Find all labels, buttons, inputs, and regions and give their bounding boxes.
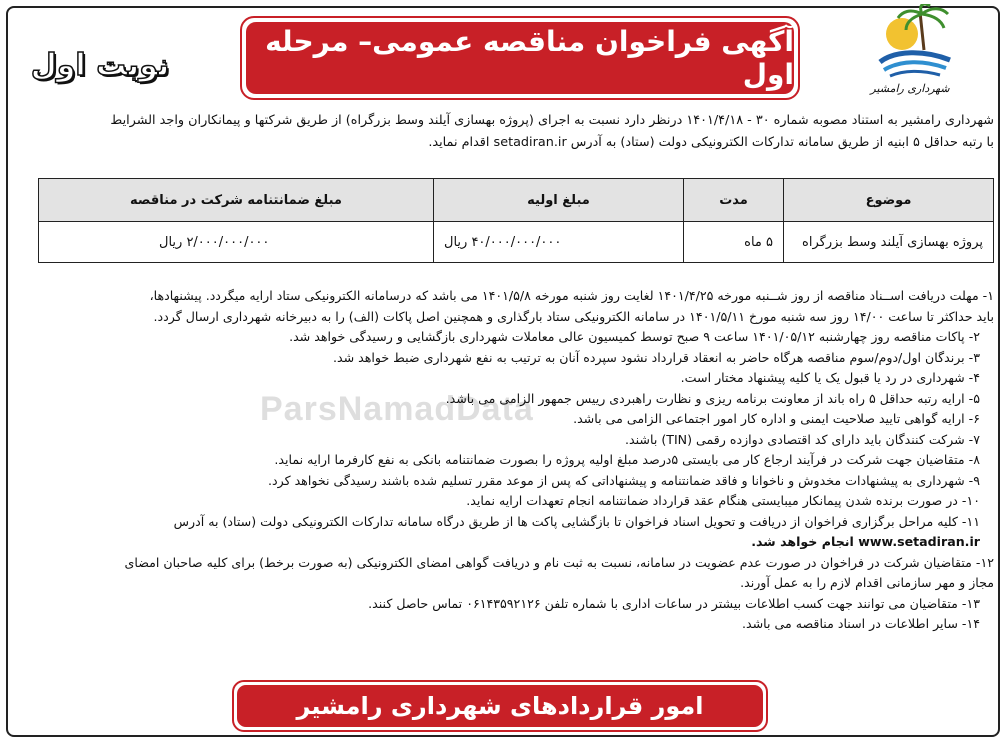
table-cell-subject: پروژه بهسازی آیلند وسط بزرگراه <box>784 222 994 263</box>
watermark: ParsNamadData <box>260 390 534 428</box>
column-header: مبلغ ضمانتنامه شرکت در مناقصه <box>39 179 434 222</box>
terms-item: ۱۳- متقاضیان می توانند جهت کسب اطلاعات بیشتر در ساعات اداری با شماره تلفن ۰۶۱۴۳۵۹۲۱۲۶ تماس حاصل کنند. <box>368 595 980 611</box>
terms-item: ۱۴- سایر اطلاعات در اسناد مناقصه می باشد. <box>742 616 980 631</box>
table-header-row <box>39 179 994 222</box>
terms-item: ۳- برندگان اول/دوم/سوم مناقصه هرگاه حاضر به انعقاد قرارداد نشود سپرده آنان به ترتیب به نفع شهرداری ضبط خواهد شد. <box>332 349 980 365</box>
terms-item: ۱۰- در صورت برنده شدن پیمانکار میبایستی هنگام عقد قرارداد ضمانتنامه انجام تعهدات ارایه نماید. <box>466 493 980 508</box>
column-header: مدت <box>684 179 784 222</box>
table-row <box>39 222 994 263</box>
terms-list <box>36 286 994 635</box>
intro-line: شهرداری رامشیر به استناد مصوبه شماره ۳۰ - ۱۴۰۱/۴/۱۸ درنظر دارد نسبت به اجرای (پروژه بهسازی آیلند وسط بزرگراه) از طریق شرکتها و پیمانکاران واجد الشرایط <box>110 113 994 128</box>
column-header: مبلغ اولیه <box>434 179 684 222</box>
table-cell-duration: ۵ ماه <box>684 222 784 263</box>
terms-item: ۶- ارایه گواهی تایید صلاحیت ایمنی و اداره کار امور اجتماعی الزامی می باشد. <box>573 411 980 426</box>
terms-item: ۱- مهلت دریافت اســناد مناقصه از روز شــنبه مورخه ۱۴۰۱/۴/۲۵ لغایت روز شنبه مورخه ۱۴۰۱/۵/۸ می باشد که درسامانه الکترونیکی ستاد ارایه میگردد. پیشنهادها، <box>149 288 994 303</box>
page-title: آگهی فراخوان مناقصه عمومی– مرحله اول <box>246 22 794 94</box>
footer-banner <box>232 680 768 732</box>
terms-item: ۲- پاکات مناقصه روز چهارشنبه ۱۴۰۱/۰۵/۱۲ ساعت ۹ صبح توسط کمیسیون عالی معاملات شهرداری بازگشایی و رسیدگی خواهد شد. <box>289 329 980 344</box>
intro-line: با رتبه حداقل ۵ ابنیه از طریق سامانه تدارکات الکترونیکی دولت (ستاد) به آدرس setadiran.ir اقدام نماید. <box>428 135 994 150</box>
intro-paragraph <box>40 110 994 154</box>
terms-item: ۱۲- متقاضیان شرکت در فراخوان در صورت عدم عضویت در سامانه، نسبت به ثبت نام و دریافت گواهی امضای الکترونیکی (به صورت برخط) برای کلیه صاحبان امضای <box>124 554 994 570</box>
terms-item: مجاز و مهر سازمانی اقدام لازم را به عمل آورند. <box>740 575 994 590</box>
terms-item: ۵- ارایه رتبه حداقل ۵ راه باند از معاونت برنامه ریزی و نظارت راهبردی رییس جمهور الزامی می باشد. <box>445 390 980 406</box>
first-publication-badge: نوبت اول <box>30 47 170 83</box>
column-header: موضوع <box>784 179 994 222</box>
terms-item: ۷- شرکت کنندگان باید دارای کد اقتصادی دوازده رقمی (TIN) باشند. <box>625 431 980 447</box>
table-cell-guarantee-amount: ۲/۰۰۰/۰۰۰/۰۰۰ ریال <box>39 222 434 263</box>
tender-table <box>38 178 994 263</box>
terms-item: ۴- شهرداری در رد یا قبول یک یا کلیه پیشنهاد مختار است. <box>680 370 980 385</box>
municipality-logo <box>850 4 970 104</box>
terms-item: www.setadiran.ir انجام خواهد شد. <box>751 534 980 549</box>
title-banner <box>240 16 800 100</box>
terms-item: باید حداکثر تا ساعت ۱۴/۰۰ روز سه شنبه مورخ ۱۴۰۱/۵/۱۱ در سامانه الکترونیکی ستاد بارگذاری و همچنین اصل پاکات (الف) را به دبیرخانه شهرداری ارسال گردد. <box>153 308 994 324</box>
terms-item: ۹- شهرداری به پیشنهادات مخدوش و ناخوانا و فاقد ضمانتنامه و پیشنهاداتی که پس از موعد مقرر تسلیم شده باشند رسیدگی نخواهد کرد. <box>268 472 980 488</box>
terms-item: ۸- متقاضیان جهت شرکت در فرآیند ارجاع کار می بایستی ۵درصد مبلغ اولیه پروژه را بصورت ضمانتنامه بانکی به نفع کارفرما ارایه نماید. <box>274 452 980 467</box>
footer-title: امور قراردادهای شهرداری رامشیر <box>237 685 763 727</box>
terms-item: ۱۱- کلیه مراحل برگزاری فراخوان از دریافت و تحویل اسناد فراخوان تا بازگشایی پاکت ها از طریق درگاه سامانه تدارکات الکترونیکی دولت (ستاد) به آدرس <box>173 513 980 529</box>
table-cell-initial-amount: ۴۰/۰۰۰/۰۰۰/۰۰۰ ریال <box>434 222 684 263</box>
logo-caption: شهرداری رامشیر <box>870 82 950 95</box>
